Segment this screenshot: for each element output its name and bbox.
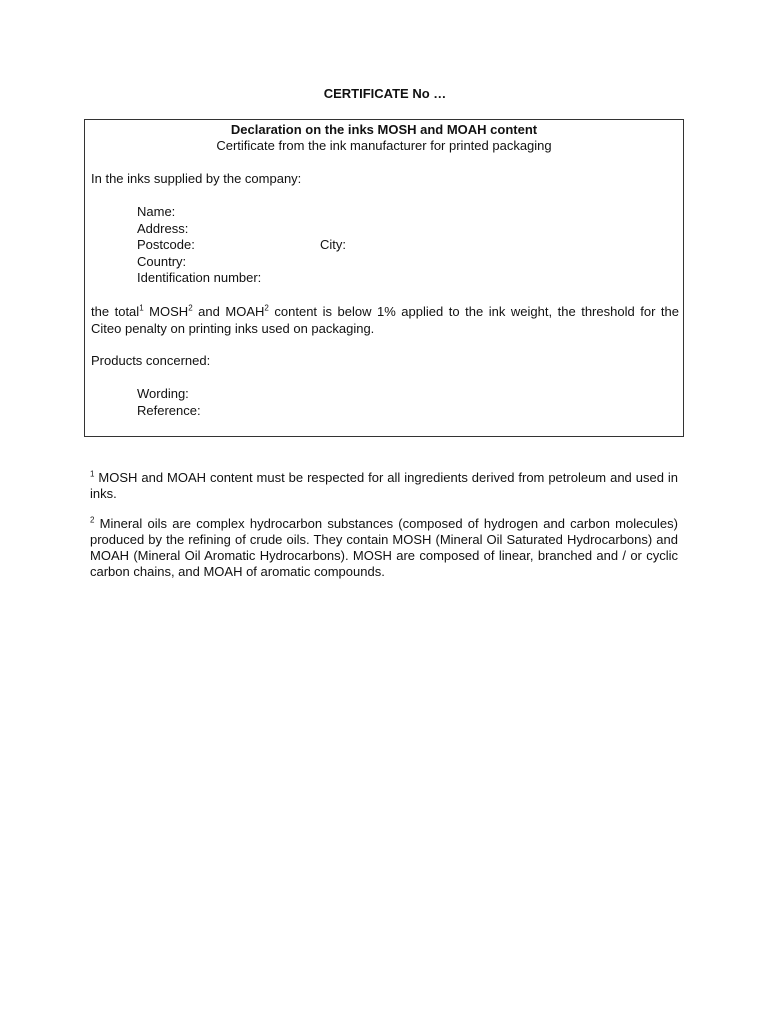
- footnote-1: [90, 470, 678, 502]
- field-address-label: Address:: [137, 221, 189, 236]
- footnote-ref-1: 1: [139, 303, 144, 313]
- field-reference-label: Reference:: [137, 403, 201, 418]
- footnote-2-text: Mineral oils are complex hydrocarbon substances (composed of hydrogen and carbon molecules) produced by the refining of crude oils. They contain MOSH (Mineral Oil Saturated Hydrocarbons) and MOAH (Mineral Oil Aromatic Hydrocarbons). MOSH are composed of linear, branched and / or cyclic carbon chains, and MOAH of aromatic compounds.: [90, 516, 678, 579]
- statement-text-3: and MOAH: [192, 304, 265, 319]
- statement-text-2: MOSH: [143, 304, 189, 319]
- field-wording-label: Wording:: [137, 386, 189, 401]
- content-statement: [91, 303, 679, 337]
- statement-text-1: the total: [91, 304, 140, 319]
- certificate-title: CERTIFICATE No …: [323, 86, 447, 101]
- declaration-subheading: Certificate from the ink manufacturer for printed packaging: [216, 138, 552, 153]
- declaration-heading: Declaration on the inks MOSH and MOAH content: [230, 122, 538, 137]
- footnote-1-text: MOSH and MOAH content must be respected for all ingredients derived from petroleum and used in inks.: [90, 470, 678, 501]
- field-country-label: Country:: [137, 254, 187, 269]
- footnote-ref-2: 2: [188, 303, 193, 313]
- footnote-ref-2b: 2: [264, 303, 269, 313]
- statement-text-4: content is below 1% applied to the ink weight, the threshold for the Citeo penalty on printing inks used on packaging.: [91, 304, 680, 336]
- declaration-box: [84, 119, 684, 437]
- field-name-label: Name:: [137, 204, 176, 219]
- products-concerned-label: Products concerned:: [91, 353, 211, 368]
- footnote-2-marker: 2: [90, 515, 95, 525]
- footnote-1-marker: 1: [90, 469, 95, 479]
- supplier-intro: In the inks supplied by the company:: [91, 171, 302, 186]
- footnote-2: [90, 516, 678, 580]
- field-identification-label: Identification number:: [137, 270, 262, 285]
- field-postcode-label: Postcode:: [137, 237, 195, 252]
- field-city-label: City:: [320, 237, 346, 252]
